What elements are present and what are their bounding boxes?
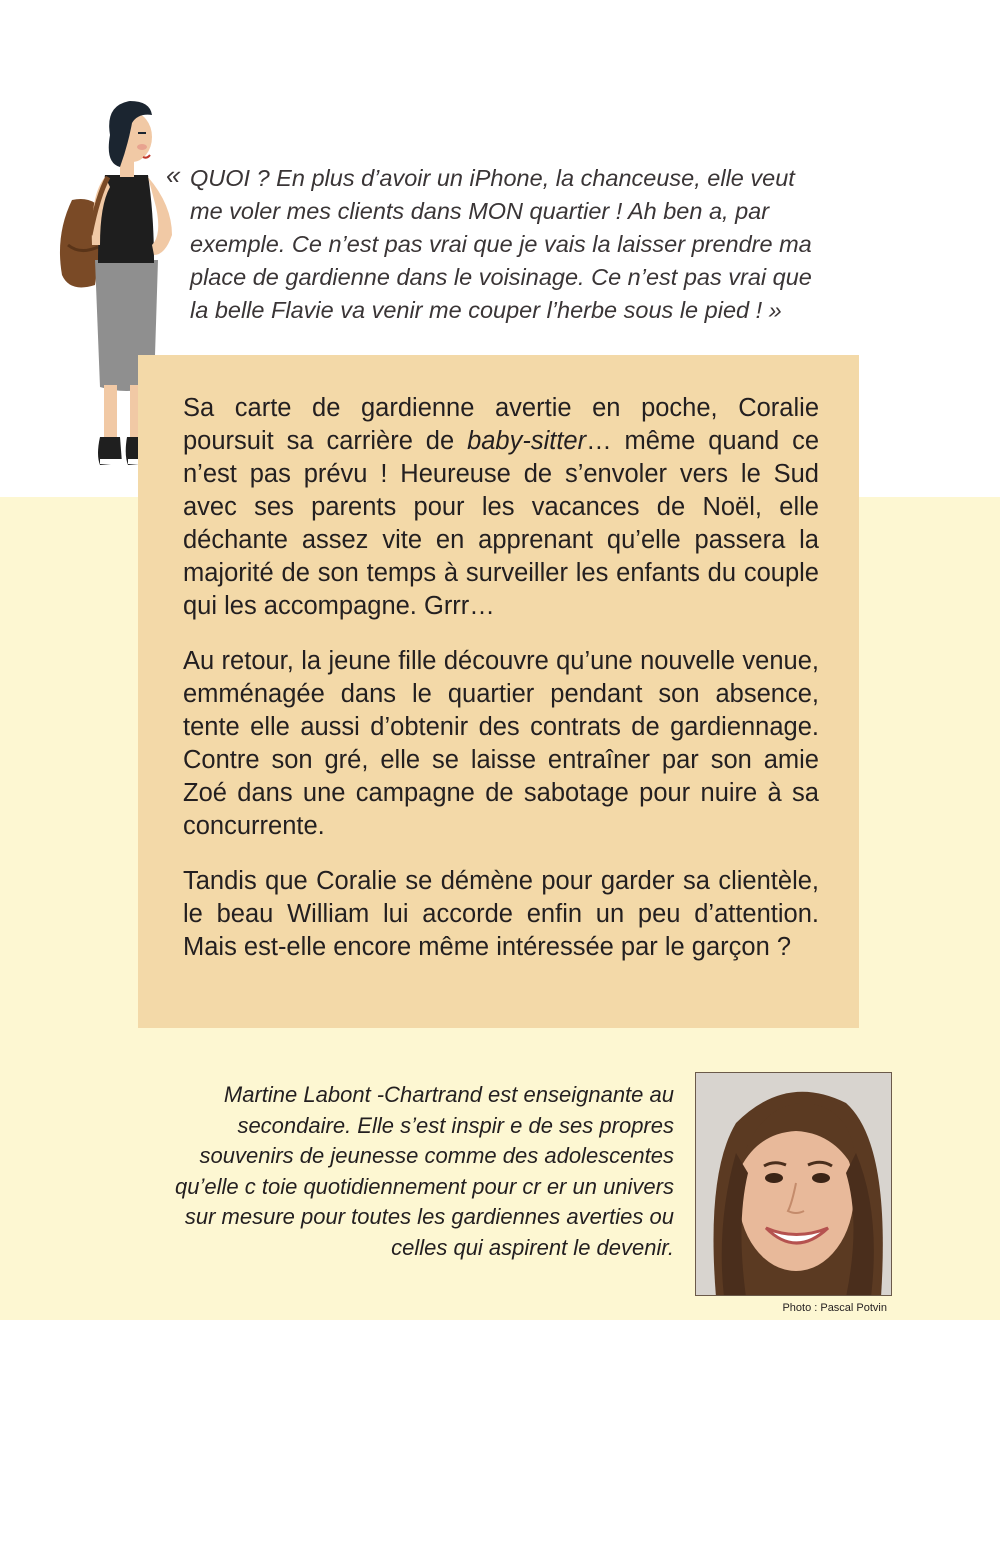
summary-text-span: … même quand ce n’est pas prévu ! Heureuse de s’envoler vers le Sud avec ses parents pour les vacances de Noël, elle déchante assez vite en apprenant qu’elle passera la majorité de son temps à surveiller les enfants du couple qui les accompagne. Grrr…	[183, 427, 819, 620]
summary-paragraph-2: Au retour, la jeune fille découvre qu’une nouvelle venue, emménagée dans le quartier pendant son absence, tente elle aussi d’obtenir des contrats de gardiennage. Contre son gré, elle se laisse entraîner par son amie Zoé dans une campagne de sabotage pour nuire à sa concurrente.	[183, 647, 819, 840]
author-bio-line: qu’elle c toie quotidiennement pour cr er un univers	[175, 1173, 674, 1199]
summary-paragraph-1	[183, 392, 819, 623]
quote-line: exemple. Ce n’est pas vrai que je vais la laisser prendre ma	[190, 231, 812, 257]
summary-paragraph-3: Tandis que Coralie se démène pour garder sa clientèle, le beau William lui accorde enfin un peu d’attention. Mais est-elle encore même intéressée par le garçon ?	[183, 867, 819, 961]
author-photo	[695, 1072, 892, 1296]
quote-line: QUOI ? En plus d’avoir un iPhone, la chanceuse, elle veut	[190, 165, 795, 191]
quote-line: la belle Flavie va venir me couper l’herbe sous le pied ! »	[190, 297, 782, 323]
author-bio-line: sur mesure pour toutes les gardiennes averties ou	[184, 1204, 674, 1229]
author-bio-line: Martine Labont -Chartrand est enseignante au	[223, 1082, 674, 1107]
quote-line: me voler mes clients dans MON quartier ! Ah ben a, par	[190, 198, 770, 224]
summary-text-span: Sa carte de gardienne avertie en poche, Coralie poursuit sa carrière de	[183, 394, 819, 455]
summary-emphasis: baby-sitter	[467, 427, 587, 455]
author-bio-line: souvenirs de jeunesse comme des adolescentes	[199, 1143, 674, 1168]
author-portrait	[696, 1073, 892, 1296]
author-bio-line: celles qui aspirent le devenir.	[391, 1234, 674, 1260]
quote-line: place de gardienne dans le voisinage. Ce n’est pas vrai que	[190, 264, 812, 290]
summary-text	[183, 392, 819, 986]
photo-credit: Photo : Pascal Potvin	[782, 1302, 887, 1314]
character-quote	[190, 162, 870, 327]
author-bio-line: secondaire. Elle s’est inspir e de ses propres	[237, 1112, 674, 1138]
quote-open-mark: «	[166, 160, 181, 190]
author-bio	[120, 1080, 674, 1263]
